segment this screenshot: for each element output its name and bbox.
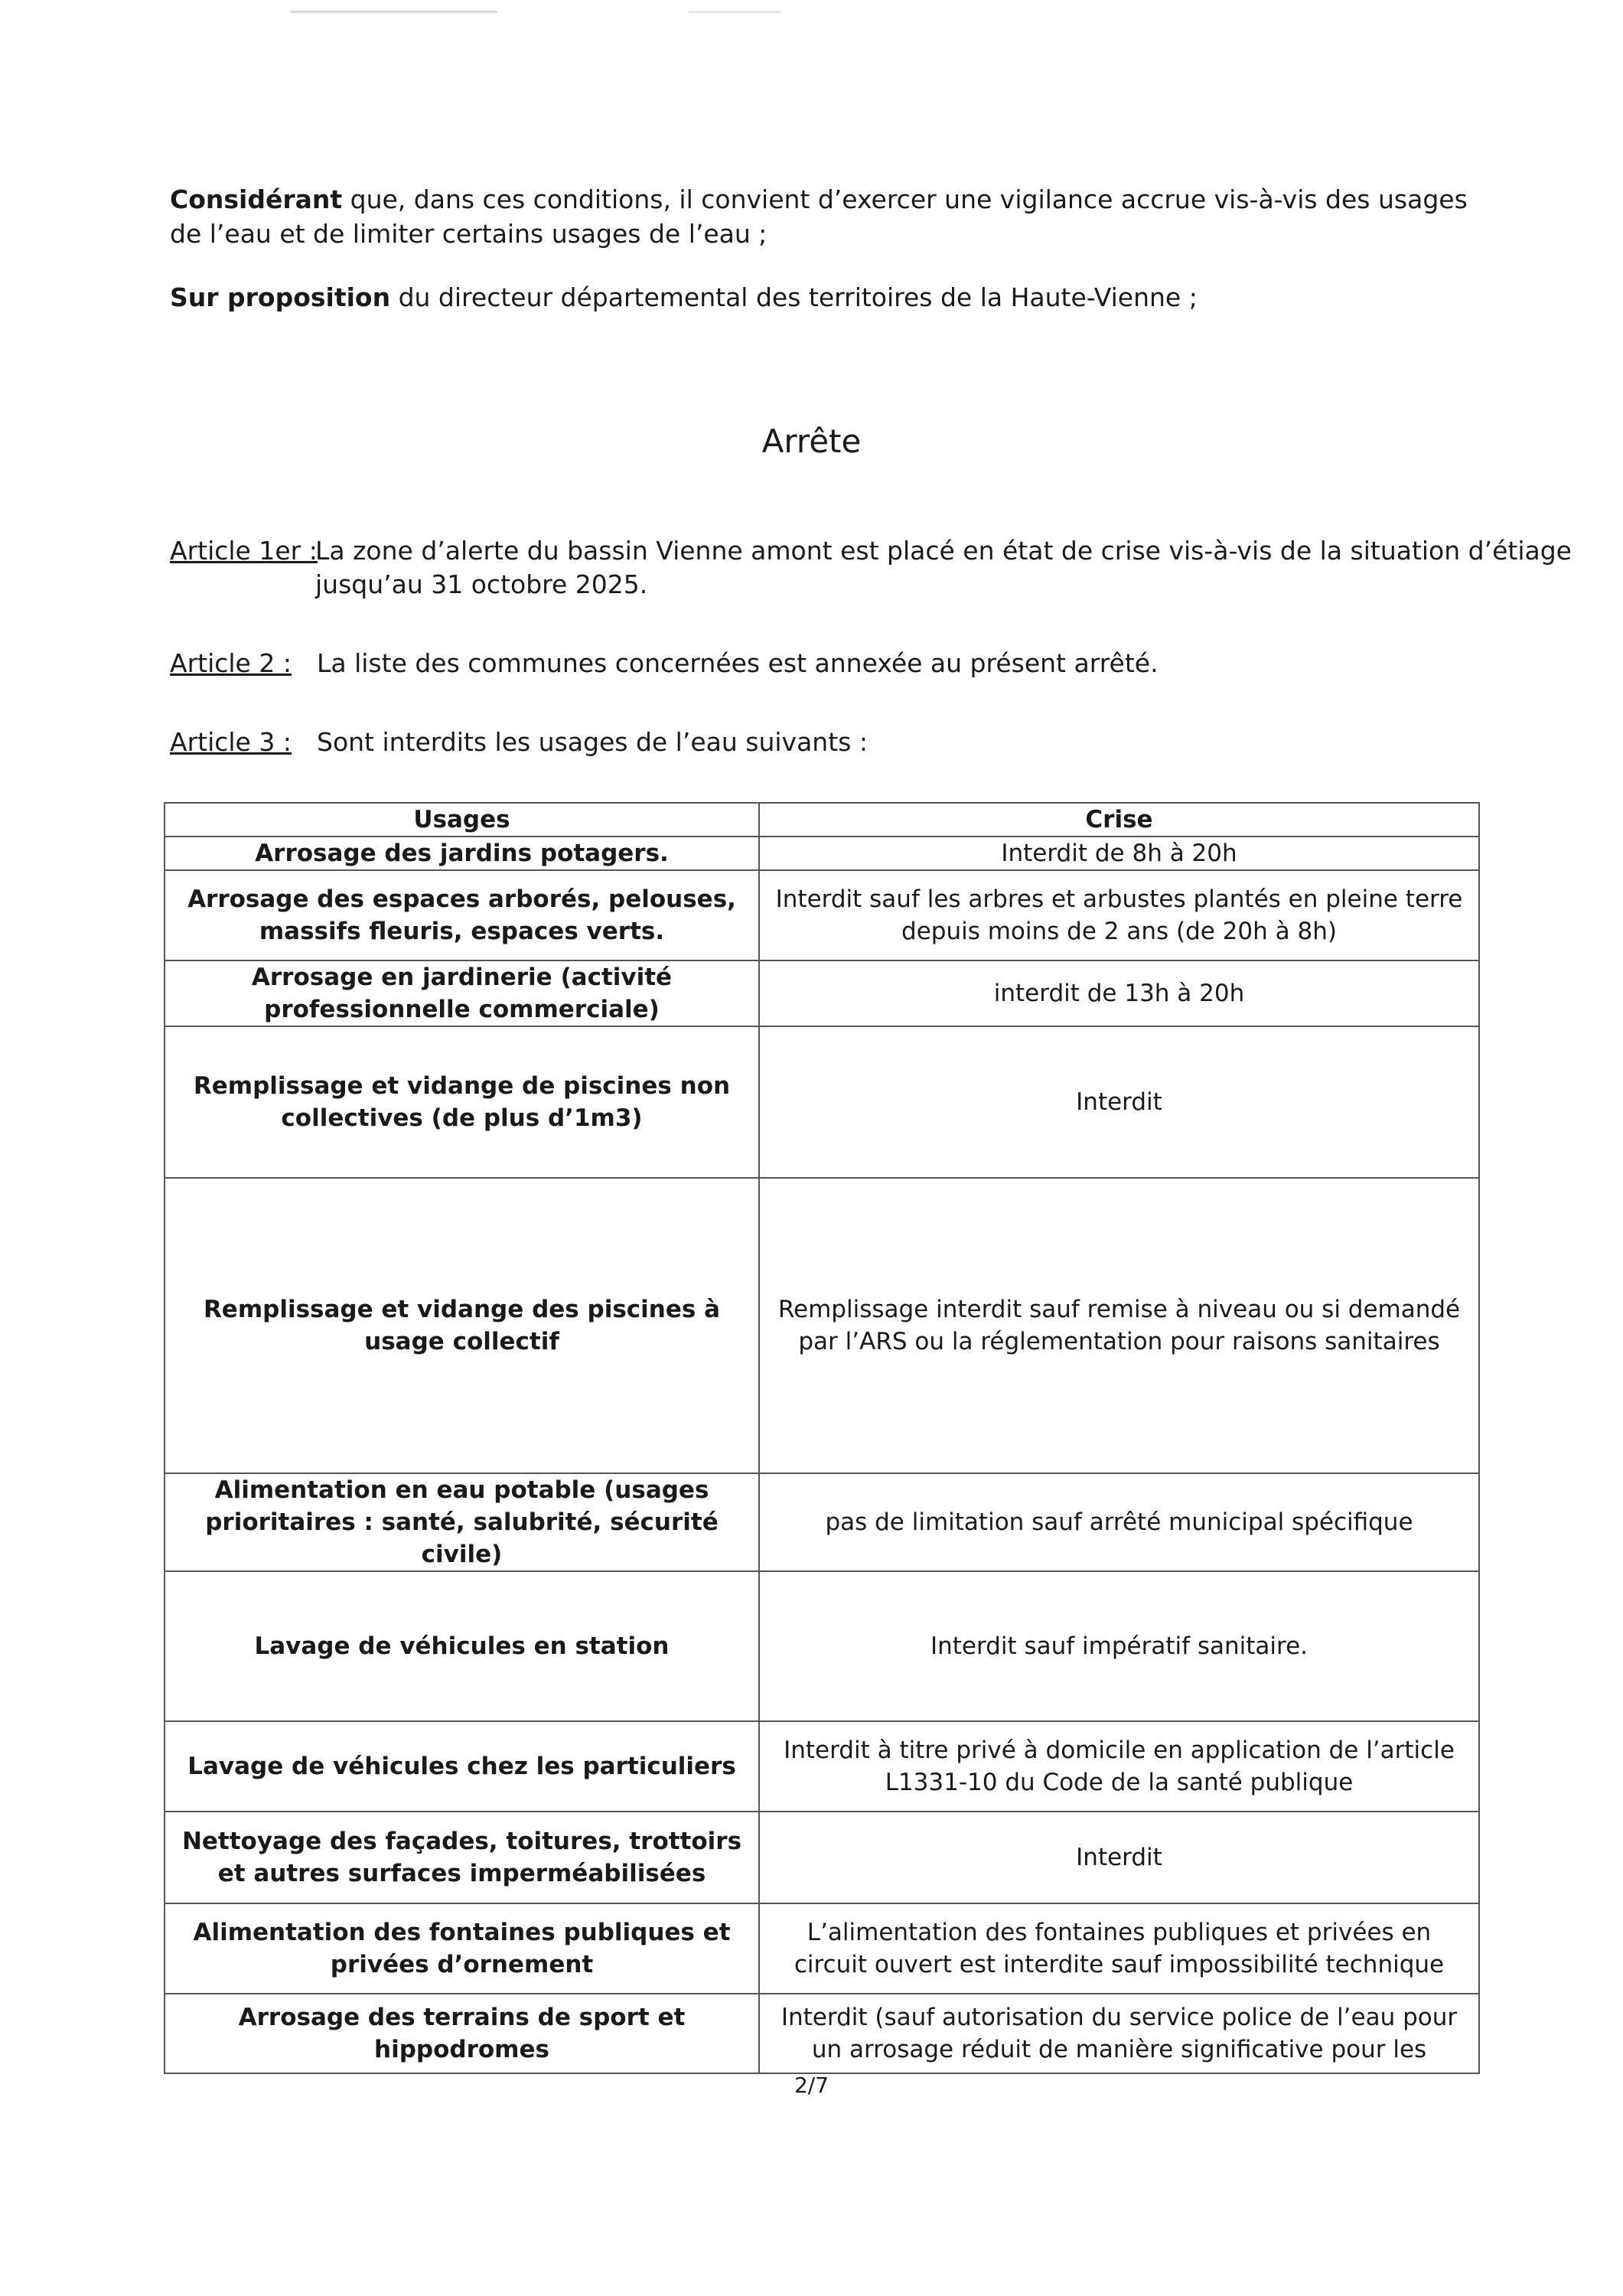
crise-cell: L’alimentation des fontaines publiques et privées en circuit ouvert est interdite sauf impossibilité technique: [759, 1903, 1479, 1994]
proposition-lead: Sur proposition: [170, 282, 391, 312]
scan-artifact: [291, 11, 497, 13]
scan-artifact: [689, 11, 781, 13]
crise-cell: Interdit sauf impératif sanitaire.: [759, 1571, 1479, 1721]
usage-cell: Nettoyage des façades, toitures, trottoirs et autres surfaces imperméabilisées: [165, 1812, 759, 1903]
article-label: Article 2 :: [170, 648, 292, 678]
article-label: Article 1er :: [170, 536, 318, 566]
article-text: La liste des communes concernées est annexée au présent arrêté.: [317, 648, 1159, 678]
table-row: [165, 870, 1479, 960]
table-row: [165, 837, 1479, 870]
crise-cell: Interdit de 8h à 20h: [759, 837, 1479, 870]
crise-cell: pas de limitation sauf arrêté municipal spécifique: [759, 1473, 1479, 1571]
table-row: [165, 1571, 1479, 1721]
proposition-paragraph: [170, 280, 1471, 315]
article-text: La zone d’alerte du bassin Vienne amont est placé en état de crise vis-à-vis de la situation d’étiage jusqu’au 31 octobre 2025.: [315, 536, 1572, 599]
usage-cell: Lavage de véhicules en station: [165, 1571, 759, 1721]
column-header-usages: Usages: [165, 803, 759, 837]
crise-cell: interdit de 13h à 20h: [759, 960, 1479, 1026]
usage-cell: Lavage de véhicules chez les particuliers: [165, 1721, 759, 1812]
usage-cell: Remplissage et vidange des piscines à usage collectif: [165, 1178, 759, 1473]
page-number: 2/7: [794, 2073, 829, 2098]
crise-cell: Interdit sauf les arbres et arbustes plantés en pleine terre depuis moins de 2 ans (de 20h à 8h): [759, 870, 1479, 960]
usage-cell: Arrosage des terrains de sport et hippodromes: [165, 1994, 759, 2073]
crise-cell: Interdit à titre privé à domicile en application de l’article L1331-10 du Code de la santé publique: [759, 1721, 1479, 1812]
table-row: [165, 960, 1479, 1026]
table-row: [165, 1994, 1479, 2073]
considerant-lead: Considérant: [170, 184, 343, 214]
usage-cell: Alimentation en eau potable (usages prioritaires : santé, salubrité, sécurité civile): [165, 1473, 759, 1571]
considerant-paragraph: [170, 182, 1471, 251]
crise-cell: Interdit: [759, 1026, 1479, 1178]
crise-cell: Interdit: [759, 1812, 1479, 1903]
article-text: Sont interdits les usages de l’eau suivants :: [317, 727, 868, 757]
table-row: [165, 1178, 1479, 1473]
proposition-text: du directeur départemental des territoires de la Haute-Vienne ;: [390, 282, 1198, 312]
table-row: [165, 1473, 1479, 1571]
usage-cell: Alimentation des fontaines publiques et privées d’ornement: [165, 1903, 759, 1994]
article-label: Article 3 :: [170, 727, 292, 757]
usage-cell: Remplissage et vidange de piscines non collectives (de plus d’1m3): [165, 1026, 759, 1178]
table-row: [165, 1903, 1479, 1994]
considerant-text: que, dans ces conditions, il convient d’exercer une vigilance accrue vis-à-vis des usages de l’eau et de limiter certains usages de l’eau ;: [170, 184, 1468, 249]
decision-heading: Arrête: [761, 422, 862, 460]
usage-cell: Arrosage des jardins potagers.: [165, 837, 759, 870]
usage-restrictions-table: [164, 802, 1480, 2074]
column-header-crise: Crise: [759, 803, 1479, 837]
crise-cell: Interdit (sauf autorisation du service police de l’eau pour un arrosage réduit de manière significative pour les: [759, 1994, 1479, 2073]
usage-cell: Arrosage des espaces arborés, pelouses, massifs fleuris, espaces verts.: [165, 870, 759, 960]
table-header-row: [165, 803, 1479, 837]
usage-cell: Arrosage en jardinerie (activité professionnelle commerciale): [165, 960, 759, 1026]
table-row: [165, 1812, 1479, 1903]
table-row: [165, 1026, 1479, 1178]
crise-cell: Remplissage interdit sauf remise à niveau ou si demandé par l’ARS ou la réglementation pour raisons sanitaires: [759, 1178, 1479, 1473]
table-row: [165, 1721, 1479, 1812]
